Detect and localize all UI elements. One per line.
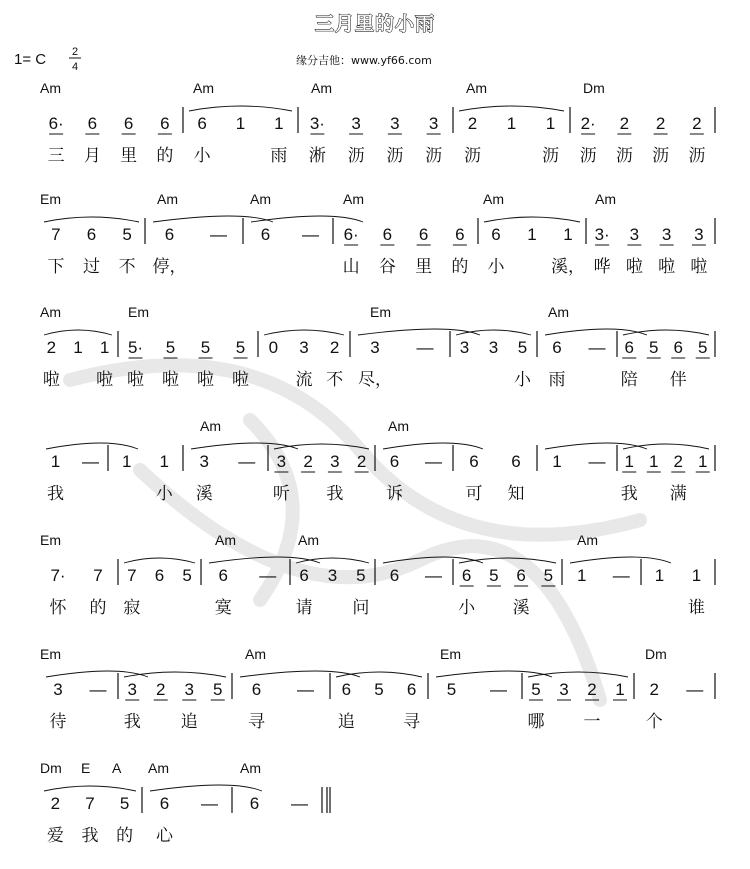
note-number: 6·: [48, 114, 64, 133]
lyric-syllable: 沥: [652, 146, 670, 166]
lyric-syllable: 爱: [46, 826, 64, 846]
chord-label: Am: [240, 760, 261, 776]
note-number: 5: [356, 566, 366, 585]
lyric-syllable: 寂: [123, 598, 141, 618]
chord-label: Am: [483, 191, 504, 207]
sustain-dash: —: [238, 452, 256, 471]
lyric-syllable: 雨: [548, 370, 566, 390]
note-number: 6: [341, 680, 352, 699]
sustain-dash: —: [297, 680, 314, 699]
note-number: 3: [53, 680, 63, 699]
lyric-syllable: 追: [180, 712, 198, 732]
chord-label: Am: [245, 646, 266, 662]
note-number: 3·: [594, 225, 610, 244]
lyric-syllable: 请: [295, 598, 313, 618]
lyric-syllable: 沥: [347, 146, 365, 166]
chord-label: Em: [128, 304, 149, 320]
note-number: 3: [184, 680, 194, 699]
note-number: 5: [235, 338, 246, 357]
note-number: 2: [692, 114, 702, 133]
lyric-syllable: 不: [118, 257, 136, 277]
note-number: 1: [552, 452, 562, 471]
note-number: 5: [119, 794, 130, 813]
lyric-syllable: 哪: [527, 712, 545, 732]
note-number: 0: [268, 338, 279, 357]
slur-arc: [336, 672, 422, 677]
lyric-syllable: 小: [193, 146, 211, 166]
note-number: 6: [164, 225, 175, 244]
lyric-syllable: 的: [89, 598, 107, 618]
note-number: 1: [506, 114, 517, 133]
lyric-syllable: 哗: [593, 257, 611, 277]
note-number: 6: [511, 452, 521, 471]
note-number: 5: [374, 680, 384, 699]
lyric-syllable: 沥: [688, 146, 706, 166]
chord-label: Em: [40, 646, 61, 662]
note-number: 6: [160, 114, 170, 133]
lyric-syllable: 寻: [403, 712, 421, 732]
lyric-syllable: 听: [272, 484, 290, 504]
chord-label: Am: [40, 80, 61, 96]
chord-label: Em: [40, 532, 61, 548]
note-number: 5: [122, 225, 132, 244]
note-number: 1: [73, 338, 83, 357]
note-number: 5: [543, 566, 554, 585]
note-number: 3: [428, 114, 439, 133]
note-number: 6: [154, 566, 165, 585]
slur-arc: [44, 330, 112, 335]
note-number: 3: [199, 452, 209, 471]
chord-label: Em: [40, 191, 61, 207]
note-number: 3: [330, 452, 340, 471]
note-number: 5: [649, 338, 659, 357]
lyric-syllable: 诉: [386, 484, 403, 504]
note-number: 7: [85, 794, 95, 813]
lyric-syllable: 淅: [308, 146, 326, 166]
lyric-syllable: 小: [487, 257, 505, 277]
lyric-syllable: 雨: [270, 146, 288, 166]
note-number: 2·: [580, 114, 596, 133]
slur-arc: [484, 217, 580, 222]
lyric-syllable: 个: [645, 712, 663, 732]
chord-label: Am: [200, 418, 221, 434]
lyric-syllable: 啦: [197, 370, 214, 390]
chord-label: Am: [548, 304, 569, 320]
lyric-syllable: 我: [620, 484, 638, 504]
sustain-dash: —: [210, 225, 227, 244]
note-number: 6: [86, 225, 97, 244]
lyric-syllable: 停，: [152, 257, 187, 277]
lyric-syllable: 可: [465, 484, 483, 504]
note-number: 1: [698, 452, 708, 471]
note-number: 1: [274, 114, 284, 133]
note-number: 6: [87, 114, 98, 133]
note-number: 2: [329, 338, 340, 357]
lyric-syllable: 不: [326, 370, 344, 390]
note-number: 6: [389, 566, 400, 585]
watermark-graphic: [70, 365, 640, 700]
sustain-dash: —: [588, 338, 606, 357]
lyric-syllable: 心: [156, 826, 173, 846]
note-number: 1: [99, 338, 110, 357]
lyric-syllable: 流: [295, 370, 313, 390]
note-number: 6: [389, 452, 400, 471]
note-number: 6: [516, 566, 526, 585]
lyric-syllable: 寻: [248, 712, 265, 732]
note-number: 6: [159, 794, 170, 813]
note-number: 1: [159, 452, 169, 471]
sustain-dash: —: [425, 566, 442, 585]
slur-arc: [44, 217, 139, 222]
sustain-dash: —: [416, 338, 434, 357]
lyric-syllable: 小: [155, 484, 173, 504]
tie-arc: [383, 443, 483, 449]
tie-arc: [358, 329, 480, 335]
lyric-syllable: 啦: [690, 257, 708, 277]
lyric-syllable: 里: [415, 257, 433, 277]
chord-label: Am: [157, 191, 178, 207]
lyric-syllable: 沥: [615, 146, 633, 166]
note-number: 6: [673, 338, 683, 357]
lyric-syllable: 谷: [378, 257, 396, 277]
sustain-dash: —: [302, 225, 319, 244]
note-number: 1: [50, 452, 61, 471]
note-number: 6: [197, 114, 207, 133]
lyric-syllable: 知: [507, 484, 525, 504]
note-number: 3: [694, 225, 704, 244]
lyric-syllable: 山: [342, 257, 360, 277]
chord-label: Dm: [645, 646, 667, 662]
note-number: 3: [390, 114, 400, 133]
note-number: 2: [673, 452, 683, 471]
chord-label: Am: [298, 532, 319, 548]
slur-arc: [459, 106, 564, 111]
key-signature: 1= C: [14, 51, 47, 68]
lyric-syllable: 啦: [127, 370, 144, 390]
note-number: 2: [655, 114, 666, 133]
lyric-syllable: 月: [83, 146, 101, 166]
lyric-syllable: 沥: [386, 146, 404, 166]
lyric-syllable: 我: [123, 712, 141, 732]
note-number: 7·: [50, 566, 66, 585]
note-number: 3·: [309, 114, 325, 133]
note-number: 5·: [127, 338, 144, 357]
lyric-syllable: 陪: [620, 370, 638, 390]
slur-arc: [264, 330, 344, 335]
source-credit: 缘分吉他：www.yf66.com: [296, 54, 432, 67]
chord-label: Am: [311, 80, 332, 96]
lyric-syllable: 溪: [512, 598, 530, 618]
lyric-syllable: 里: [120, 146, 138, 166]
sustain-dash: —: [259, 566, 277, 585]
tie-arc: [191, 443, 298, 449]
lyric-syllable: 沥: [579, 146, 597, 166]
note-number: 1: [649, 452, 659, 471]
lyric-syllable: 下: [47, 257, 65, 277]
note-number: 6: [455, 225, 465, 244]
lyric-syllable: 尽，: [358, 370, 392, 390]
note-number: 6: [406, 680, 417, 699]
note-number: 2: [50, 794, 61, 813]
sustain-dash: —: [82, 452, 99, 471]
chord-label: Am: [577, 532, 598, 548]
chord-label: Am: [250, 191, 271, 207]
lyric-syllable: 啦: [625, 257, 643, 277]
lyric-syllable: 追: [337, 712, 355, 732]
lyric-syllable: 寞: [214, 598, 232, 618]
note-number: 6: [260, 225, 271, 244]
note-number: 3: [459, 338, 470, 357]
chord-label: Am: [388, 418, 409, 434]
note-number: 3: [370, 338, 380, 357]
note-number: 2: [46, 338, 57, 357]
note-number: 6·: [343, 225, 359, 244]
note-number: 1: [527, 225, 537, 244]
time-signature-bottom: 4: [72, 61, 79, 73]
lyric-syllable: 我: [81, 826, 99, 846]
note-number: 3: [276, 452, 287, 471]
note-number: 2: [649, 680, 659, 699]
note-number: 5: [165, 338, 176, 357]
slur-arc: [623, 444, 709, 449]
note-number: 3: [127, 680, 137, 699]
tie-arc: [545, 443, 647, 449]
sustain-dash: —: [686, 680, 704, 699]
note-number: 7: [127, 566, 137, 585]
note-number: 1: [577, 566, 587, 585]
chord-label: Am: [215, 532, 236, 548]
lyric-syllable: 啦: [96, 370, 114, 390]
tie-arc: [150, 785, 262, 791]
lyric-syllable: 的: [156, 146, 174, 166]
chord-label: Em: [440, 646, 461, 662]
chord-label: Em: [370, 304, 391, 320]
chord-label: Am: [343, 191, 364, 207]
sustain-dash: —: [490, 680, 507, 699]
note-number: 6: [491, 225, 501, 244]
note-number: 7: [93, 566, 103, 585]
note-number: 5: [446, 680, 457, 699]
slur-arc: [456, 330, 531, 335]
note-number: 1: [545, 114, 556, 133]
time-signature-top: 2: [72, 46, 79, 58]
note-number: 3: [661, 225, 672, 244]
lyric-syllable: 怀: [49, 598, 67, 618]
note-number: 1: [563, 225, 573, 244]
lyric-syllable: 沥: [464, 146, 481, 166]
chord-label: Am: [466, 80, 487, 96]
lyric-syllable: 问: [352, 598, 370, 618]
note-number: 6: [382, 225, 393, 244]
note-number: 6: [299, 566, 309, 585]
lyric-syllable: 的: [116, 826, 134, 846]
slur-arc: [124, 558, 195, 563]
note-number: 6: [461, 566, 472, 585]
note-number: 2: [156, 680, 166, 699]
sustain-dash: —: [612, 566, 630, 585]
tie-arc: [545, 329, 647, 335]
tie-arc: [46, 671, 148, 677]
chord-label: A: [112, 760, 122, 776]
note-number: 5: [213, 680, 223, 699]
note-number: 7: [51, 225, 61, 244]
note-number: 6: [249, 794, 260, 813]
lyric-syllable: 小: [458, 598, 476, 618]
lyric-syllable: 的: [451, 257, 469, 277]
lyric-syllable: 啦: [162, 370, 179, 390]
note-number: 5: [531, 680, 541, 699]
note-number: 1: [691, 566, 702, 585]
note-number: 6: [123, 114, 134, 133]
lyric-syllable: 谁: [688, 598, 705, 618]
note-number: 3: [488, 338, 499, 357]
lyric-syllable: 沥: [542, 146, 559, 166]
lyric-syllable: 啦: [658, 257, 676, 277]
note-number: 1: [235, 114, 246, 133]
tie-arc: [251, 216, 363, 222]
note-number: 5: [698, 338, 708, 357]
note-number: 2: [619, 114, 630, 133]
sustain-dash: —: [425, 452, 442, 471]
chord-label: Am: [148, 760, 169, 776]
lyric-syllable: 我: [47, 484, 64, 504]
chord-label: Am: [40, 304, 61, 320]
note-number: 1: [615, 680, 625, 699]
note-number: 1: [122, 452, 132, 471]
chord-label: Am: [595, 191, 616, 207]
note-number: 6: [418, 225, 429, 244]
lyric-syllable: 小: [514, 370, 531, 390]
lyric-syllable: 过: [83, 257, 100, 277]
slur-arc: [189, 106, 292, 111]
note-number: 6: [251, 680, 262, 699]
lyric-syllable: 伴: [669, 370, 687, 390]
note-number: 3: [299, 338, 309, 357]
note-number: 2: [467, 114, 478, 133]
slur-arc: [44, 786, 136, 791]
lyric-syllable: 溪: [195, 484, 213, 504]
lyric-syllable: 满: [669, 484, 687, 504]
sustain-dash: —: [588, 452, 606, 471]
chord-label: Dm: [583, 80, 605, 96]
lyric-syllable: 溪，: [551, 257, 585, 277]
note-number: 3: [629, 225, 640, 244]
note-number: 2: [587, 680, 597, 699]
note-number: 1: [624, 452, 634, 471]
slur-arc: [296, 558, 369, 563]
note-number: 6: [552, 338, 562, 357]
lyric-syllable: 一: [583, 712, 601, 732]
song-title: 三月里的小雨: [314, 13, 436, 35]
note-number: 6: [469, 452, 479, 471]
note-number: 6: [624, 338, 634, 357]
sustain-dash: —: [291, 794, 308, 813]
note-number: 2: [356, 452, 367, 471]
note-number: 3: [351, 114, 361, 133]
note-number: 1: [654, 566, 665, 585]
note-number: 6: [218, 566, 228, 585]
note-number: 3: [327, 566, 338, 585]
lyric-syllable: 啦: [42, 370, 60, 390]
chord-label: Am: [193, 80, 214, 96]
note-number: 5: [182, 566, 192, 585]
tie-arc: [570, 557, 671, 563]
note-number: 3: [559, 680, 569, 699]
lyric-syllable: 我: [326, 484, 344, 504]
slur-arc: [528, 672, 628, 677]
sustain-dash: —: [201, 794, 218, 813]
chord-label: E: [81, 760, 91, 776]
tie-arc: [46, 443, 138, 449]
slur-arc: [623, 330, 709, 335]
lyric-syllable: 啦: [232, 370, 249, 390]
lyric-syllable: 待: [49, 712, 67, 732]
lyric-syllable: 三: [47, 146, 65, 166]
note-number: 5: [489, 566, 499, 585]
note-number: 5: [517, 338, 528, 357]
note-number: 5: [200, 338, 211, 357]
note-number: 2: [303, 452, 313, 471]
chord-label: Dm: [40, 760, 62, 776]
slur-arc: [124, 672, 226, 677]
lyric-syllable: 沥: [425, 146, 443, 166]
sustain-dash: —: [89, 680, 107, 699]
